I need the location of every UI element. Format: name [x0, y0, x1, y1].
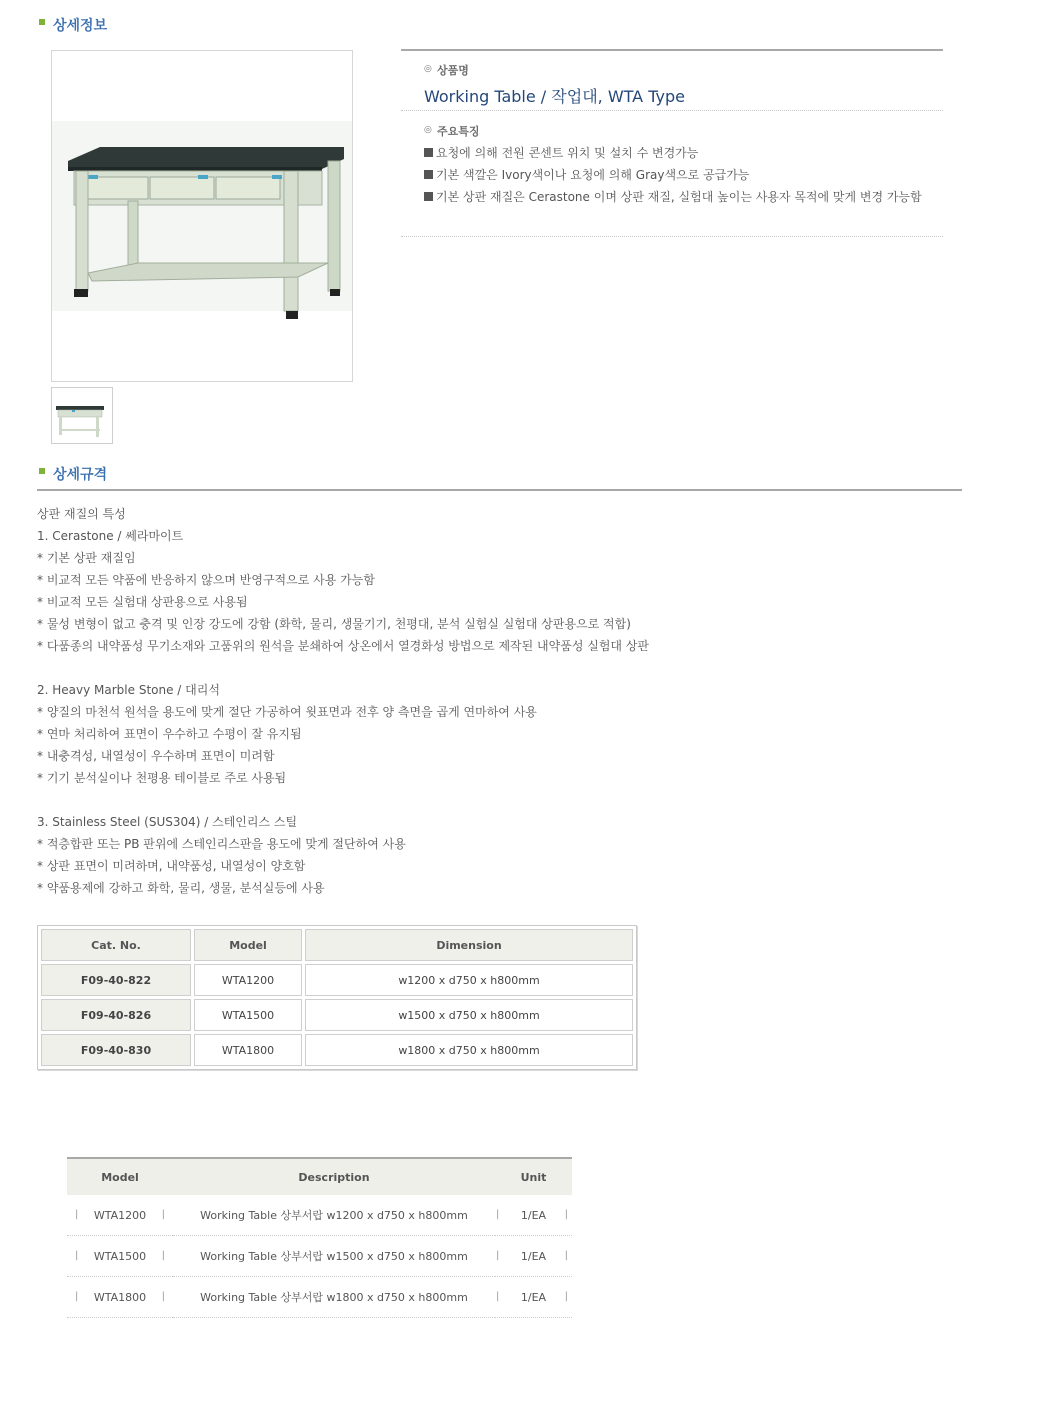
table-row — [67, 1236, 572, 1277]
feature-item: 기본 색깔은 Ivory색이나 요청에 의해 Gray색으로 공급가능 — [424, 164, 944, 186]
divider-bar-icon: | — [496, 1208, 500, 1220]
header-description: Description — [173, 1159, 495, 1195]
cell-cat-no: F09-40-826 — [41, 999, 191, 1031]
divider-bar-icon: | — [161, 1208, 165, 1220]
cell-unit: | 1/EA | — [495, 1277, 572, 1318]
divider-bar-icon: | — [564, 1249, 568, 1261]
cell-unit: | 1/EA | — [495, 1195, 572, 1236]
square-bullet-icon — [424, 192, 433, 201]
divider-bar-icon: | — [161, 1290, 165, 1302]
spec-line: * 연마 처리하여 표면이 우수하고 수평이 잘 유지됨 — [37, 727, 302, 741]
header-unit: Unit — [495, 1159, 572, 1195]
product-name-label: 상품명 — [437, 64, 469, 77]
spec-line: 3. Stainless Steel (SUS304) / 스테인리스 스틸 — [37, 815, 298, 829]
divider-bar-icon: | — [75, 1290, 79, 1302]
spec-line: * 내충격성, 내열성이 우수하며 표면이 미려함 — [37, 749, 275, 763]
spec-table — [37, 925, 637, 1070]
product-thumbnail[interactable] — [51, 387, 113, 444]
spec-line: * 약품용제에 강하고 화학, 물리, 생물, 분석실등에 사용 — [37, 881, 325, 895]
spec-line: * 비교적 모든 약품에 반응하지 않으며 반영구적으로 사용 가능함 — [37, 573, 375, 587]
feature-list — [424, 142, 944, 208]
spec-line: 1. Cerastone / 쎄라마이트 — [37, 529, 184, 543]
header-model: Model — [67, 1159, 173, 1195]
features-label: 주요특징 — [437, 125, 480, 138]
divider-bar-icon: | — [564, 1208, 568, 1220]
section-marker-icon — [39, 468, 45, 474]
divider-bar-icon: | — [161, 1249, 165, 1261]
header-dimension: Dimension — [305, 929, 633, 961]
info-bottom-rule — [401, 236, 943, 237]
section-title-detail: 상세정보 — [53, 18, 108, 34]
spec-line: * 물성 변형이 없고 충격 및 인장 강도에 강함 (화학, 물리, 생물기기, 천평대, 분석 실험실 실험대 상판용으로 적합) — [37, 617, 631, 631]
table-row — [41, 1034, 633, 1066]
cell-dimension: w1200 x d750 x h800mm — [305, 964, 633, 996]
spec-line — [37, 657, 937, 679]
cell-model: WTA1800 — [194, 1034, 302, 1066]
spec-line: * 비교적 모든 실험대 상판용으로 사용됨 — [37, 595, 248, 609]
table-row — [67, 1195, 572, 1236]
product-name: Working Table / 작업대, WTA Type — [424, 87, 685, 106]
section-marker-icon — [39, 19, 45, 25]
order-table — [67, 1157, 572, 1318]
cell-cat-no: F09-40-830 — [41, 1034, 191, 1066]
cell-model: | WTA1500 | — [67, 1236, 173, 1277]
cell-model: WTA1500 — [194, 999, 302, 1031]
cell-model: WTA1200 — [194, 964, 302, 996]
info-divider — [401, 110, 943, 111]
cell-dimension: w1500 x d750 x h800mm — [305, 999, 633, 1031]
divider-bar-icon: | — [496, 1290, 500, 1302]
spec-text — [37, 503, 937, 899]
divider-bar-icon: | — [496, 1249, 500, 1261]
table-header-row — [67, 1159, 572, 1195]
spec-line — [37, 789, 937, 811]
spec-line: * 양질의 마천석 원석을 용도에 맞게 절단 가공하여 윗표면과 전후 양 측면을 곱게 연마하여 사용 — [37, 705, 537, 719]
divider-bar-icon: | — [75, 1249, 79, 1261]
cell-description: Working Table 상부서랍 w1800 x d750 x h800mm — [173, 1277, 495, 1318]
spec-line: * 상판 표면이 미려하며, 내약품성, 내열성이 양호함 — [37, 859, 306, 873]
thumbnail-image — [52, 388, 112, 443]
cell-model: | WTA1200 | — [67, 1195, 173, 1236]
spec-rule — [37, 489, 962, 491]
divider-bar-icon: | — [75, 1208, 79, 1220]
feature-item: 요청에 의해 전원 콘센트 위치 및 설치 수 변경가능 — [424, 142, 944, 164]
header-cat-no: Cat. No. — [41, 929, 191, 961]
spec-line: * 기기 분석실이나 천평용 테이블로 주로 사용됨 — [37, 771, 287, 785]
cell-cat-no: F09-40-822 — [41, 964, 191, 996]
info-top-rule — [401, 49, 943, 51]
spec-line: 2. Heavy Marble Stone / 대리석 — [37, 683, 220, 697]
spec-line: * 적층합판 또는 PB 판위에 스테인리스판을 용도에 맞게 절단하여 사용 — [37, 837, 406, 851]
cell-model: | WTA1800 | — [67, 1277, 173, 1318]
cell-dimension: w1800 x d750 x h800mm — [305, 1034, 633, 1066]
square-bullet-icon — [424, 170, 433, 179]
feature-item: 기본 상판 재질은 Cerastone 이며 상판 재질, 실험대 높이는 사용자 목적에 맞게 변경 가능함 — [424, 186, 944, 208]
table-row — [67, 1277, 572, 1318]
cell-description: Working Table 상부서랍 w1500 x d750 x h800mm — [173, 1236, 495, 1277]
square-bullet-icon — [424, 148, 433, 157]
table-row — [41, 999, 633, 1031]
working-table-illustration — [52, 51, 352, 381]
spec-line: * 기본 상판 재질임 — [37, 551, 136, 565]
table-row — [41, 964, 633, 996]
spec-line: * 다품종의 내약품성 무기소재와 고품위의 원석을 분쇄하여 상온에서 열경화성 방법으로 제작된 내약품성 실험대 상판 — [37, 639, 650, 653]
header-model: Model — [194, 929, 302, 961]
circle-bullet-icon: ◎ — [424, 125, 432, 135]
divider-bar-icon: | — [564, 1290, 568, 1302]
circle-bullet-icon: ◎ — [424, 64, 432, 74]
product-image — [51, 50, 353, 382]
cell-unit: | 1/EA | — [495, 1236, 572, 1277]
spec-line: 상판 재질의 특성 — [37, 507, 126, 521]
cell-description: Working Table 상부서랍 w1200 x d750 x h800mm — [173, 1195, 495, 1236]
table-header-row — [41, 929, 633, 961]
section-title-spec: 상세규격 — [53, 467, 108, 483]
